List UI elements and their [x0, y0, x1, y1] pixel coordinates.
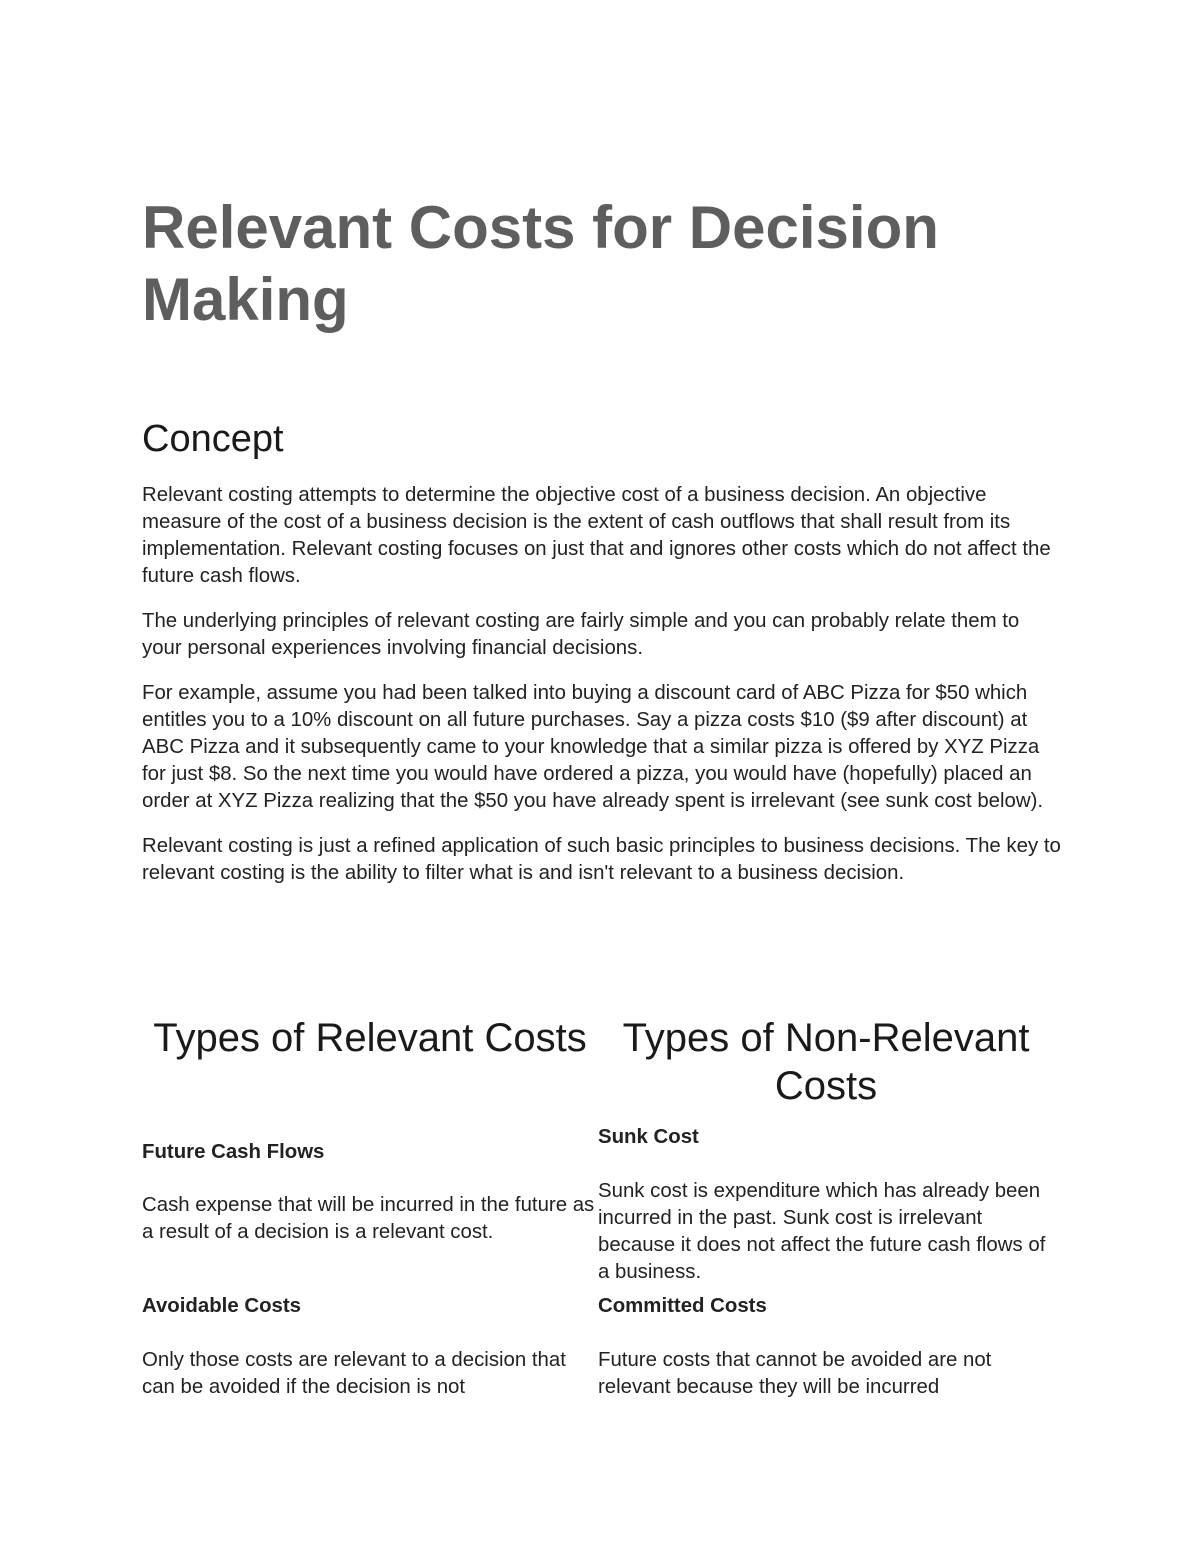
concept-paragraph: Relevant costing attempts to determine the objective cost of a business decision. An objective measure of the cost of a business decision is the extent of cash outflows that shall result from its implementation. Relevant costing focuses on just that and ignores other costs which do not affect the future cash flows. [142, 484, 1051, 587]
concept-paragraph: The underlying principles of relevant costing are fairly simple and you can probably relate them to your personal experiences involving financial decisions. [142, 610, 1020, 659]
document-title: Relevant Costs for Decision Making [142, 194, 939, 333]
non-relevant-cost-term: Sunk Cost [598, 1126, 699, 1148]
concept-body [142, 482, 1062, 905]
concept-paragraph: Relevant costing is just a refined application of such basic principles to business decisions. The key to relevant costing is the ability to filter what is and isn't relevant to a business decision. [142, 835, 1061, 884]
concept-paragraph: For example, assume you had been talked into buying a discount card of ABC Pizza for $50 which entitles you to a 10% discount on all future purchases. Say a pizza costs $10 ($9 after discount) at ABC Pizza and it subsequently came to your knowledge that a similar pizza is offered by XYZ Pizza for just $8. So the next time you would have ordered a pizza, you would have (hopefully) placed an order at XYZ Pizza realizing that the $50 you have already spent is irrelevant (see sunk cost below). [142, 682, 1044, 812]
non-relevant-cost-term: Committed Costs [598, 1295, 767, 1317]
relevant-cost-description: Only those costs are relevant to a decision that can be avoided if the decision is not [142, 1349, 566, 1398]
non-relevant-costs-heading: Types of Non-Relevant Costs [622, 1016, 1030, 1108]
relevant-cost-term: Future Cash Flows [142, 1141, 325, 1163]
relevant-costs-heading: Types of Relevant Costs [153, 1016, 587, 1060]
non-relevant-cost-description: Sunk cost is expenditure which has already been incurred in the past. Sunk cost is irrelevant because it does not affect the future cash flows of a business. [598, 1180, 1046, 1283]
relevant-costs-column [142, 1014, 598, 1398]
concept-heading: Concept [142, 418, 284, 460]
non-relevant-costs-column [598, 1014, 1054, 1398]
relevant-cost-term: Avoidable Costs [142, 1295, 302, 1317]
non-relevant-cost-description: Future costs that cannot be avoided are not relevant because they will be incurred [598, 1349, 992, 1398]
relevant-cost-description: Cash expense that will be incurred in the future as a result of a decision is a relevant cost. [142, 1194, 595, 1243]
